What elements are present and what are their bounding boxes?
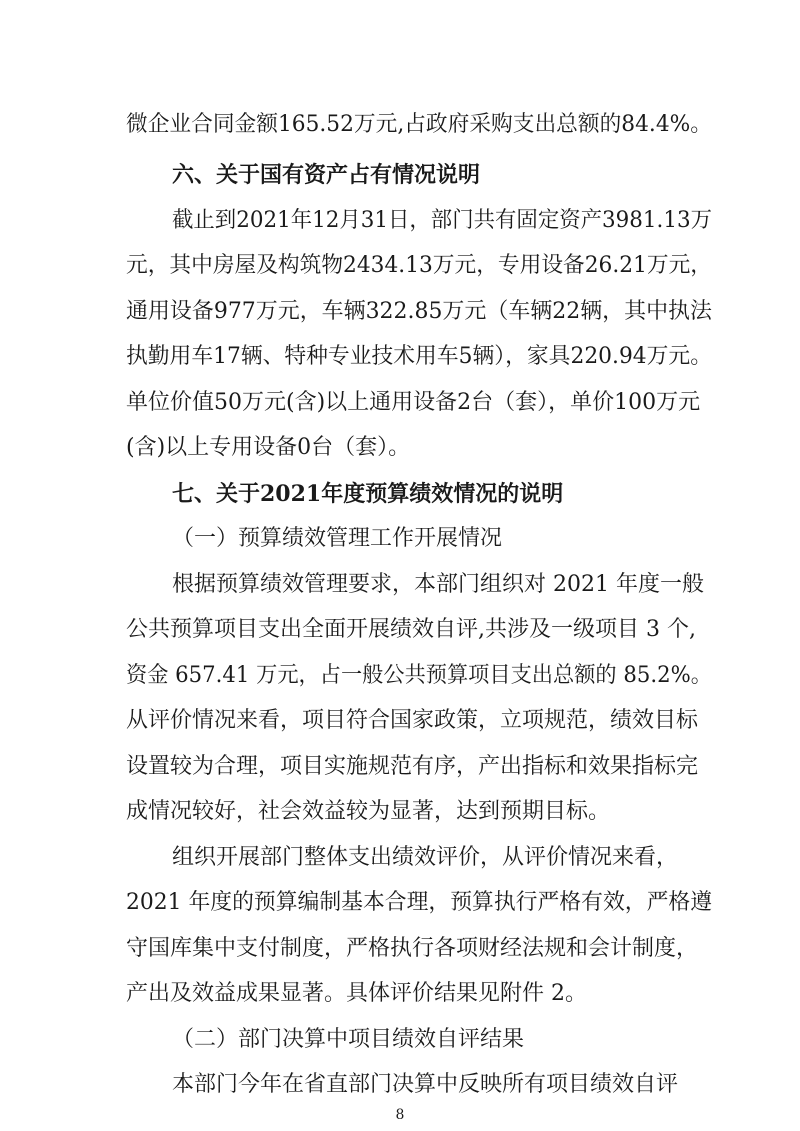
paragraph-line <box>0 974 800 1014</box>
section-heading <box>0 155 800 195</box>
line-text: 单位价值50万元(含)以上通用设备2台（套），单价100万元 <box>126 390 701 415</box>
paragraph-line <box>0 610 800 650</box>
subheading-text: （二）部门决算中项目绩效自评结果 <box>172 1027 525 1052</box>
subheading-text: （一）预算绩效管理工作开展情况 <box>172 526 503 551</box>
paragraph-line <box>0 246 800 286</box>
heading-text: 六、关于国有资产占有情况说明 <box>172 162 481 188</box>
paragraph-line <box>0 701 800 741</box>
paragraph-line <box>0 929 800 969</box>
line-text: 从评价情况来看，项目符合国家政策，立项规范，绩效目标 <box>126 708 699 733</box>
line-text: 产出及效益成果显著。具体评价结果见附件 2。 <box>126 981 587 1006</box>
line-text: (含)以上专用设备0台（套）。 <box>126 435 411 460</box>
paragraph-line <box>0 838 800 878</box>
line-text: 元，其中房屋及构筑物2434.13万元，专用设备26.21万元， <box>126 253 713 278</box>
paragraph-line <box>0 883 800 923</box>
line-text: 通用设备977万元，车辆322.85万元（车辆22辆，其中执法 <box>126 299 712 324</box>
line-text: 守国库集中支付制度，严格执行各项财经法规和会计制度， <box>126 936 699 961</box>
line-text: 资金 657.41 万元，占一般公共预算项目支出总额的 85.2%。 <box>126 663 712 688</box>
paragraph-line <box>0 292 800 332</box>
paragraph-line <box>0 1065 800 1105</box>
page-number: 8 <box>395 1107 405 1123</box>
paragraph-line <box>0 656 800 696</box>
paragraph-line <box>0 105 800 145</box>
line-text: 根据预算绩效管理要求，本部门组织对 2021 年度一般 <box>172 572 704 597</box>
paragraph-line <box>0 201 800 241</box>
line-text: 执勤用车17辆、特种专业技术用车5辆），家具220.94万元。 <box>126 344 713 369</box>
line-text: 微企业合同金额165.52万元,占政府采购支出总额的84.4%。 <box>126 112 712 137</box>
line-text: 组织开展部门整体支出绩效评价，从评价情况来看， <box>172 845 679 870</box>
subsection-heading <box>0 519 800 559</box>
paragraph-line <box>0 747 800 787</box>
line-text: 2021 年度的预算编制基本合理，预算执行严格有效，严格遵 <box>126 890 713 915</box>
section-heading <box>0 474 800 514</box>
paragraph-line <box>0 792 800 832</box>
subsection-heading <box>0 1020 800 1060</box>
line-text: 公共预算项目支出全面开展绩效自评,共涉及一级项目 3 个, <box>126 617 696 642</box>
paragraph-line <box>0 565 800 605</box>
line-text: 设置较为合理，项目实施规范有序，产出指标和效果指标完 <box>126 754 699 779</box>
line-text: 截止到2021年12月31日，部门共有固定资产3981.13万 <box>172 208 712 233</box>
paragraph-line <box>0 337 800 377</box>
line-text: 成情况较好，社会效益较为显著，达到预期目标。 <box>126 799 611 824</box>
paragraph-line <box>0 428 800 468</box>
line-text: 本部门今年在省直部门决算中反映所有项目绩效自评 <box>172 1072 679 1097</box>
heading-text: 七、关于2021年度预算绩效情况的说明 <box>172 481 564 507</box>
paragraph-line <box>0 383 800 423</box>
